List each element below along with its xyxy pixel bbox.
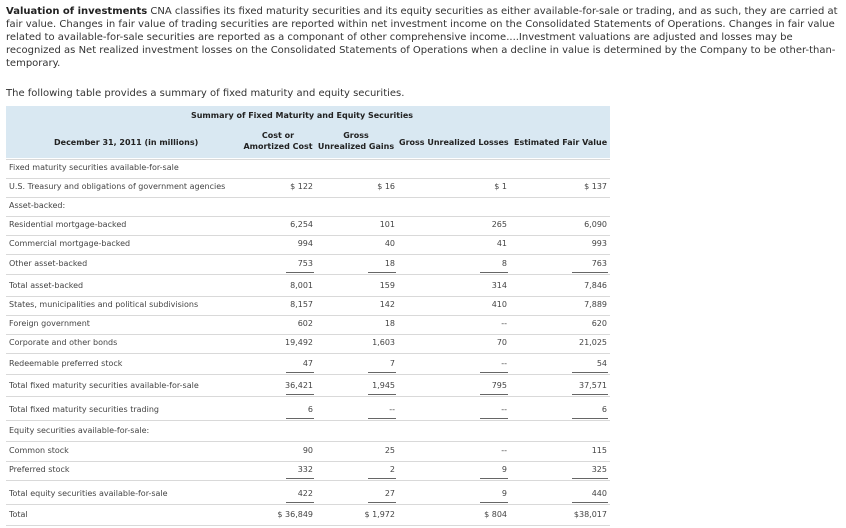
cell-gains: 7 (389, 359, 395, 368)
row-divider (6, 525, 610, 526)
cell-fair: 37,571 (579, 381, 607, 390)
row-divider (6, 334, 610, 335)
cell-cost: 994 (297, 239, 313, 248)
cell-fair: 620 (591, 319, 607, 328)
row-label: Total asset-backed (9, 281, 84, 290)
cell-losses: -- (501, 359, 507, 368)
row-divider (6, 216, 610, 217)
row-divider (6, 274, 610, 275)
row-divider (6, 480, 610, 481)
cell-gains: 25 (384, 446, 395, 455)
cell-gains: 18 (384, 259, 395, 268)
cell-gains: 1,945 (372, 381, 395, 390)
subtotal-underline (286, 372, 314, 373)
subtotal-underline (480, 418, 508, 419)
cell-losses: 8 (501, 259, 507, 268)
cell-losses: 265 (491, 220, 507, 229)
subtotal-underline (286, 272, 314, 273)
cell-cost: 8,001 (290, 281, 313, 290)
paragraph-text: CNA classifies its fixed maturity securities and its equity securities as either available-for-sale or trading, and as such, they are carried at fair value. Changes in fair value of trading securities are reported within net investment income on the Consolidated Statements of Operations. Changes in fair value related to available-for-sale securities are reported as a componant of other comprehensive income....Investment valuations are adjusted and losses may be recognized as Net realized investment losses on the Consolidated Statements of Operations when a decline in value is determined by the Company to be other-than-temporary. (6, 6, 838, 69)
cell-gains: 159 (379, 281, 395, 290)
cell-gains: 18 (384, 319, 395, 328)
row-divider (6, 353, 610, 354)
cell-cost: 753 (297, 259, 313, 268)
cell-losses: 9 (501, 489, 507, 498)
row-divider (6, 197, 610, 198)
description-paragraph (6, 5, 842, 70)
table-header (6, 106, 610, 158)
row-label: Preferred stock (9, 465, 70, 474)
cell-losses: 410 (491, 300, 507, 309)
cell-losses: 9 (501, 465, 507, 474)
cell-losses: 795 (491, 381, 507, 390)
subtotal-underline (286, 418, 314, 419)
cell-gains: 1,603 (372, 338, 395, 347)
header-losses: Gross Unrealized Losses (399, 138, 509, 147)
cell-fair: 993 (591, 239, 607, 248)
row-label: Fixed maturity securities available-for-sale (9, 163, 179, 172)
row-label: Total (9, 510, 28, 519)
subtotal-underline (572, 272, 608, 273)
subtotal-underline (286, 478, 314, 479)
row-label: Total fixed maturity securities available-for-sale (9, 381, 199, 390)
subtotal-underline (368, 394, 396, 395)
row-label: Corporate and other bonds (9, 338, 118, 347)
cell-losses: -- (501, 446, 507, 455)
row-divider (6, 461, 610, 462)
subtotal-underline (368, 272, 396, 273)
cell-gains: 101 (379, 220, 395, 229)
cell-gains: 142 (379, 300, 395, 309)
subtotal-underline (572, 502, 608, 503)
row-divider (6, 441, 610, 442)
cell-losses: $ 1 (494, 182, 507, 191)
row-label: Asset-backed: (9, 201, 66, 210)
subtotal-underline (368, 372, 396, 373)
subtotal-underline (286, 502, 314, 503)
cell-fair: 7,889 (584, 300, 607, 309)
subtotal-underline (286, 394, 314, 395)
subtotal-underline (368, 418, 396, 419)
subtotal-underline (572, 418, 608, 419)
subtotal-underline (368, 502, 396, 503)
row-divider (6, 420, 610, 421)
cell-gains: 40 (384, 239, 395, 248)
cell-losses: 41 (496, 239, 507, 248)
cell-losses: 314 (491, 281, 507, 290)
row-divider (6, 374, 610, 375)
row-label: Total equity securities available-for-sale (9, 489, 168, 498)
subtotal-underline (572, 372, 608, 373)
subtotal-underline (480, 372, 508, 373)
cell-gains: $ 16 (377, 182, 395, 191)
cell-cost: $ 122 (290, 182, 313, 191)
cell-fair: 440 (591, 489, 607, 498)
cell-fair: 325 (591, 465, 607, 474)
cell-fair: $ 137 (584, 182, 607, 191)
table-top-rule (6, 159, 610, 160)
cell-losses: $ 804 (484, 510, 507, 519)
header-cost: Cost or Amortized Cost (243, 131, 313, 151)
row-label: Foreign government (9, 319, 90, 328)
row-divider (6, 235, 610, 236)
cell-gains: 27 (384, 489, 395, 498)
row-label: Residential mortgage-backed (9, 220, 127, 229)
cell-fair: 21,025 (579, 338, 607, 347)
cell-fair: 7,846 (584, 281, 607, 290)
row-label: States, municipalities and political subdivisions (9, 300, 199, 309)
cell-cost: 36,421 (285, 381, 313, 390)
subtotal-underline (480, 502, 508, 503)
cell-losses: -- (501, 319, 507, 328)
cell-cost: 90 (302, 446, 313, 455)
cell-fair: 6,090 (584, 220, 607, 229)
cell-cost: 6,254 (290, 220, 313, 229)
row-label: Commercial mortgage-backed (9, 239, 131, 248)
cell-cost: 422 (297, 489, 313, 498)
row-label: Redeemable preferred stock (9, 359, 123, 368)
row-label: Other asset-backed (9, 259, 88, 268)
row-divider (6, 396, 610, 397)
header-fair-value: Estimated Fair Value (514, 138, 608, 147)
header-date: December 31, 2011 (in millions) (54, 138, 199, 147)
row-divider (6, 504, 610, 505)
cell-cost: 332 (297, 465, 313, 474)
cell-fair: 763 (591, 259, 607, 268)
subtotal-underline (572, 478, 608, 479)
cell-gains: 2 (389, 465, 395, 474)
subtotal-underline (480, 272, 508, 273)
row-divider (6, 178, 610, 179)
subtotal-underline (368, 478, 396, 479)
cell-cost: 19,492 (285, 338, 313, 347)
row-label: Total fixed maturity securities trading (9, 405, 159, 414)
row-divider (6, 254, 610, 255)
paragraph-lead: Valuation of investments (6, 6, 148, 17)
row-label: U.S. Treasury and obligations of government agencies (9, 182, 226, 191)
cell-fair: 115 (591, 446, 607, 455)
table-intro: The following table provides a summary of fixed maturity and equity securities. (6, 88, 405, 99)
row-divider (6, 315, 610, 316)
cell-cost: 602 (297, 319, 313, 328)
subtotal-underline (480, 478, 508, 479)
row-label: Equity securities available-for-sale: (9, 426, 150, 435)
cell-losses: -- (501, 405, 507, 414)
table-caption: Summary of Fixed Maturity and Equity Securities (190, 111, 414, 120)
cell-cost: 8,157 (290, 300, 313, 309)
header-gains: Gross Unrealized Gains (317, 131, 395, 151)
cell-losses: 70 (496, 338, 507, 347)
cell-gains: $ 1,972 (364, 510, 395, 519)
cell-fair: 6 (601, 405, 607, 414)
cell-fair: $38,017 (573, 510, 607, 519)
cell-cost: 47 (302, 359, 313, 368)
row-label: Common stock (9, 446, 69, 455)
cell-cost: 6 (307, 405, 313, 414)
cell-cost: $ 36,849 (277, 510, 313, 519)
cell-gains: -- (389, 405, 395, 414)
subtotal-underline (480, 394, 508, 395)
row-divider (6, 296, 610, 297)
subtotal-underline (572, 394, 608, 395)
cell-fair: 54 (596, 359, 607, 368)
